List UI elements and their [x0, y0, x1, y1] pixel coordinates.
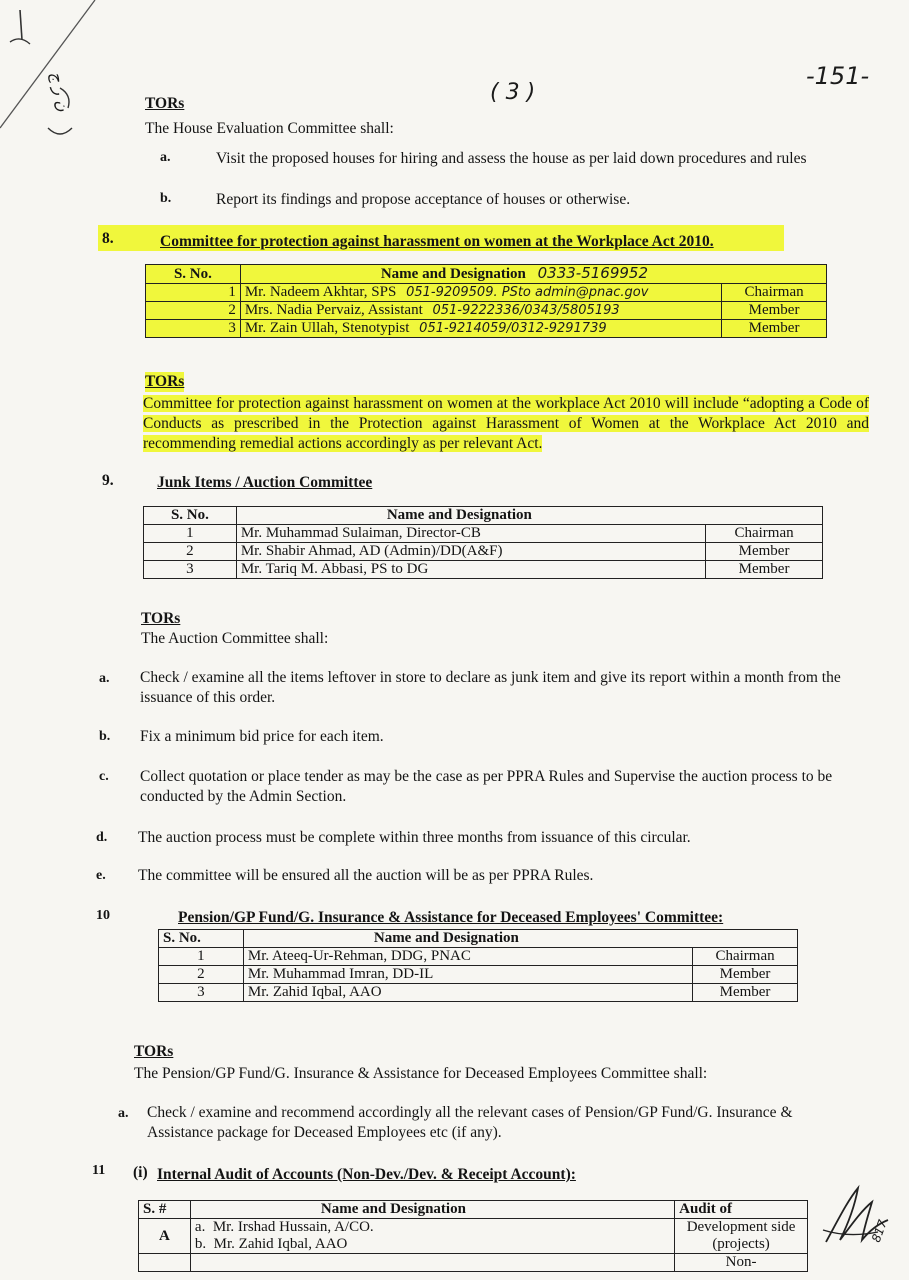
header-sno: S. No. — [146, 265, 241, 284]
table-header-row — [159, 930, 798, 948]
house-item-b-label: b. — [160, 191, 172, 206]
section9-tors-intro: The Auction Committee shall: — [141, 630, 329, 647]
auction-item-c-label: c. — [99, 769, 109, 784]
row-name: Mr. Shabir Ahmad, AD (Admin)/DD(A&F) — [236, 543, 705, 561]
name-line-b — [195, 1236, 670, 1253]
section8-tors-text — [143, 394, 869, 454]
auction-item-a-text: Check / examine all the items leftover in store to declare as junk item and give its report within a month from the issuance of this order. — [140, 669, 841, 706]
header-name — [240, 265, 826, 284]
row-role: Member — [693, 966, 798, 984]
row-role: Member — [693, 984, 798, 1002]
house-item-a-label: a. — [160, 150, 171, 165]
section10-table — [158, 929, 798, 1002]
signature — [818, 1180, 898, 1260]
table-row — [144, 525, 823, 543]
table-row — [139, 1219, 808, 1254]
header-sno: S. No. — [159, 930, 244, 948]
table-header-row — [139, 1201, 808, 1219]
member-name: Mr. Zain Ullah, Stenotypist — [244, 320, 410, 336]
section9-title: Junk Items / Auction Committee — [157, 474, 373, 491]
row-role: Chairman — [693, 948, 798, 966]
table-header-row — [146, 265, 827, 284]
auction-item-e-text: The committee will be ensured all the auction will be as per PPRA Rules. — [138, 867, 594, 884]
house-item-a-text: Visit the proposed houses for hiring and assess the house as per laid down procedures and rules — [216, 150, 807, 167]
pension-item-a-text: Check / examine and recommend accordingly all the relevant cases of Pension/GP Fund/G. Insurance & Assistance package for Deceased Employees etc (if any). — [147, 1104, 793, 1141]
section9-number: 9. — [102, 472, 114, 489]
page-sub-number: ( 3 ) — [490, 80, 536, 105]
row-name: Mr. Muhammad Imran, DD-IL — [243, 966, 692, 984]
section11-number: 11 — [92, 1163, 106, 1178]
row-audit: Non- — [675, 1254, 808, 1272]
row-name — [240, 302, 721, 320]
row-role: Member — [722, 302, 827, 320]
signature-note: 817 — [868, 1217, 890, 1245]
phone-note: 051-9209509. PSto admin@pnac.gov — [406, 285, 649, 300]
row-no: 2 — [144, 543, 237, 561]
row-no: 3 — [159, 984, 244, 1002]
member-name: Mrs. Nadia Pervaiz, Assistant — [244, 302, 423, 318]
phone-note: 051-9222336/0343/5805193 — [432, 303, 620, 318]
row-name: Mr. Muhammad Sulaiman, Director-CB — [236, 525, 705, 543]
row-label: A — [139, 1219, 191, 1254]
header-phone-note: 0333-5169952 — [537, 264, 648, 282]
row-name — [240, 284, 721, 302]
tors-heading-pension: TORs — [134, 1043, 174, 1060]
section11-table — [138, 1200, 808, 1272]
row-audit: Development side (projects) — [675, 1219, 808, 1254]
name-line-text: Mr. Zahid Iqbal, AAO — [213, 1236, 348, 1252]
row-names — [190, 1219, 674, 1254]
auction-item-d-text: The auction process must be complete within three months from issuance of this circular. — [138, 829, 691, 846]
pension-item-a-label: a. — [118, 1106, 129, 1121]
page-corner-fold — [0, 0, 140, 140]
section8-title: Committee for protection against harassment on women at the Workplace Act 2010. — [160, 233, 714, 250]
row-no: 2 — [146, 302, 241, 320]
header-audit: Audit of — [675, 1201, 808, 1219]
phone-note: 051-9214059/0312-9291739 — [419, 321, 607, 336]
row-no: 2 — [159, 966, 244, 984]
header-sno: S. No. — [144, 507, 237, 525]
name-line-label: b. — [194, 1236, 207, 1252]
section10-tors-intro: The Pension/GP Fund/G. Insurance & Assistance for Deceased Employees Committee shall: — [134, 1065, 708, 1082]
header-name: Name and Designation — [243, 930, 797, 948]
table-row — [144, 561, 823, 579]
section11-prefix: (i) — [133, 1164, 148, 1181]
member-name: Mr. Nadeem Akhtar, SPS — [244, 284, 397, 300]
tors-heading-auction: TORs — [141, 610, 181, 627]
row-name: Mr. Tariq M. Abbasi, PS to DG — [236, 561, 705, 579]
auction-item-a-label: a. — [99, 671, 110, 686]
page-number: -151- — [806, 62, 870, 90]
row-no: 3 — [144, 561, 237, 579]
row-label — [139, 1254, 191, 1272]
auction-item-b-text: Fix a minimum bid price for each item. — [140, 728, 384, 745]
section8-table — [145, 264, 827, 338]
house-item-b-text: Report its findings and propose acceptance of houses or otherwise. — [216, 191, 631, 208]
table-header-row — [144, 507, 823, 525]
section8-number: 8. — [102, 230, 114, 247]
section11-title: Internal Audit of Accounts (Non-Dev./Dev. & Receipt Account): — [157, 1166, 576, 1183]
row-role: Member — [722, 320, 827, 338]
table-row — [159, 948, 798, 966]
row-name: Mr. Ateeq-Ur-Rehman, DDG, PNAC — [243, 948, 692, 966]
section8-tors-body: Committee for protection against harassment on women at the workplace Act 2010 will include “adopting a Code of Conducts as prescribed in the Protection against Harassment of Women at the Workplace Act 2010 and recommending remedial actions accordingly as per relevant Act. — [143, 395, 869, 452]
header-name: Name and Designation — [190, 1201, 674, 1219]
row-role: Member — [706, 561, 823, 579]
section10-number: 10 — [96, 908, 110, 923]
auction-item-d-label: d. — [96, 830, 108, 845]
header-name-label: Name and Designation — [380, 266, 526, 282]
section9-table — [143, 506, 823, 579]
table-row — [159, 984, 798, 1002]
table-row — [159, 966, 798, 984]
row-role: Chairman — [706, 525, 823, 543]
row-no: 1 — [144, 525, 237, 543]
row-name: Mr. Zahid Iqbal, AAO — [243, 984, 692, 1002]
table-row — [146, 284, 827, 302]
header-name: Name and Designation — [236, 507, 822, 525]
row-names — [190, 1254, 674, 1272]
row-no: 3 — [146, 320, 241, 338]
table-row — [144, 543, 823, 561]
house-committee-intro: The House Evaluation Committee shall: — [145, 120, 394, 137]
row-name — [240, 320, 721, 338]
header-sno: S. # — [139, 1201, 191, 1219]
auction-item-b-label: b. — [99, 729, 111, 744]
auction-item-c-text: Collect quotation or place tender as may be the case as per PPRA Rules and Supervise the auction process to be conducted by the Admin Section. — [140, 768, 833, 805]
section10-title: Pension/GP Fund/G. Insurance & Assistance for Deceased Employees' Committee: — [178, 909, 724, 926]
tors-heading-harassment: TORs — [145, 373, 185, 390]
table-row — [146, 302, 827, 320]
margin-scribble: ن ر ج — [47, 70, 73, 113]
tors-heading-house: TORs — [145, 95, 185, 112]
name-line-text: Mr. Irshad Hussain, A/CO. — [212, 1219, 374, 1235]
row-no: 1 — [159, 948, 244, 966]
row-no: 1 — [146, 284, 241, 302]
auction-item-e-label: e. — [96, 868, 106, 883]
name-line-a — [195, 1219, 670, 1236]
name-line-label: a. — [194, 1219, 206, 1235]
table-row — [146, 320, 827, 338]
row-role: Member — [706, 543, 823, 561]
row-role: Chairman — [722, 284, 827, 302]
table-row — [139, 1254, 808, 1272]
